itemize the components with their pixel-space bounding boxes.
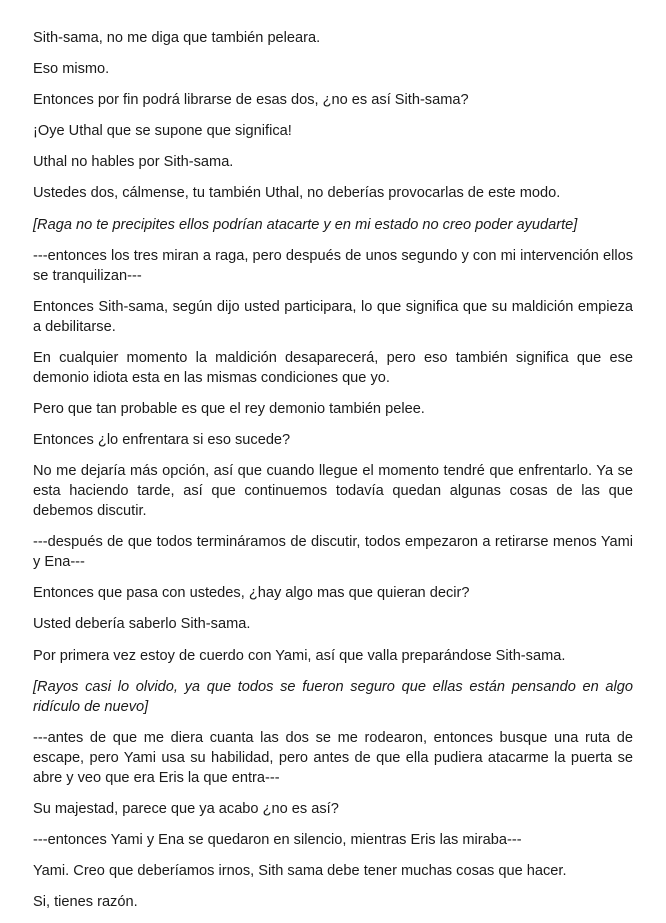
paragraph: Por primera vez estoy de cuerdo con Yami, así que valla preparándose Sith-sama. bbox=[33, 647, 566, 664]
paragraph: Pero que tan probable es que el rey demonio también pelee. bbox=[33, 400, 425, 417]
paragraph: Eso mismo. bbox=[33, 61, 110, 78]
paragraph: Entonces por fin podrá librarse de esas dos, ¿no es así Sith-sama? bbox=[33, 92, 469, 109]
paragraph: Entonces ¿lo enfrentara si eso sucede? bbox=[33, 432, 291, 449]
narration-paragraph: ---entonces los tres miran a raga, pero después de unos segundo y con mi intervención ellos se tranquilizan--- bbox=[33, 247, 633, 284]
paragraph: ¡Oye Uthal que se supone que significa! bbox=[33, 123, 292, 140]
document-text-body bbox=[33, 28, 633, 923]
narration-paragraph: ---entonces Yami y Ena se quedaron en silencio, mientras Eris las miraba--- bbox=[33, 831, 522, 848]
paragraph: En cualquier momento la maldición desaparecerá, pero eso también significa que ese demonio idiota esta en las mismas condiciones que yo. bbox=[33, 349, 633, 386]
paragraph: No me dejaría más opción, así que cuando llegue el momento tendré que enfrentarlo. Ya se esta haciendo tarde, así que continuemos todavía quedan algunas cosas de las que debemos discutir. bbox=[33, 463, 633, 520]
paragraph: Ustedes dos, cálmense, tu también Uthal, no deberías provocarlas de este modo. bbox=[33, 185, 561, 202]
thought-paragraph: [Raga no te precipites ellos podrían atacarte y en mi estado no creo poder ayudarte] bbox=[33, 216, 578, 233]
thought-paragraph: [Rayos casi lo olvido, ya que todos se fueron seguro que ellas están pensando en algo ridículo de nuevo] bbox=[33, 678, 633, 715]
paragraph: Entonces Sith-sama, según dijo usted participara, lo que significa que su maldición empieza a debilitarse. bbox=[33, 298, 633, 335]
narration-paragraph: ---después de que todos termináramos de discutir, todos empezaron a retirarse menos Yami y Ena--- bbox=[33, 534, 633, 571]
paragraph: Usted debería saberlo Sith-sama. bbox=[33, 616, 251, 633]
narration-paragraph: ---antes de que me diera cuanta las dos se me rodearon, entonces busque una ruta de escape, pero Yami usa su habilidad, pero antes de que ella pudiera atacarme la puerta se abre y veo que era Eris la que entra--- bbox=[33, 729, 633, 786]
paragraph: Si, tienes razón. bbox=[33, 894, 138, 911]
paragraph: Yami. Creo que deberíamos irnos, Sith sama debe tener muchas cosas que hacer. bbox=[33, 862, 567, 879]
paragraph: Sith-sama, no me diga que también peleara. bbox=[33, 30, 321, 46]
paragraph: Uthal no hables por Sith-sama. bbox=[33, 154, 234, 171]
paragraph: Entonces que pasa con ustedes, ¿hay algo mas que quieran decir? bbox=[33, 585, 470, 602]
paragraph: Su majestad, parece que ya acabo ¿no es así? bbox=[33, 800, 339, 817]
